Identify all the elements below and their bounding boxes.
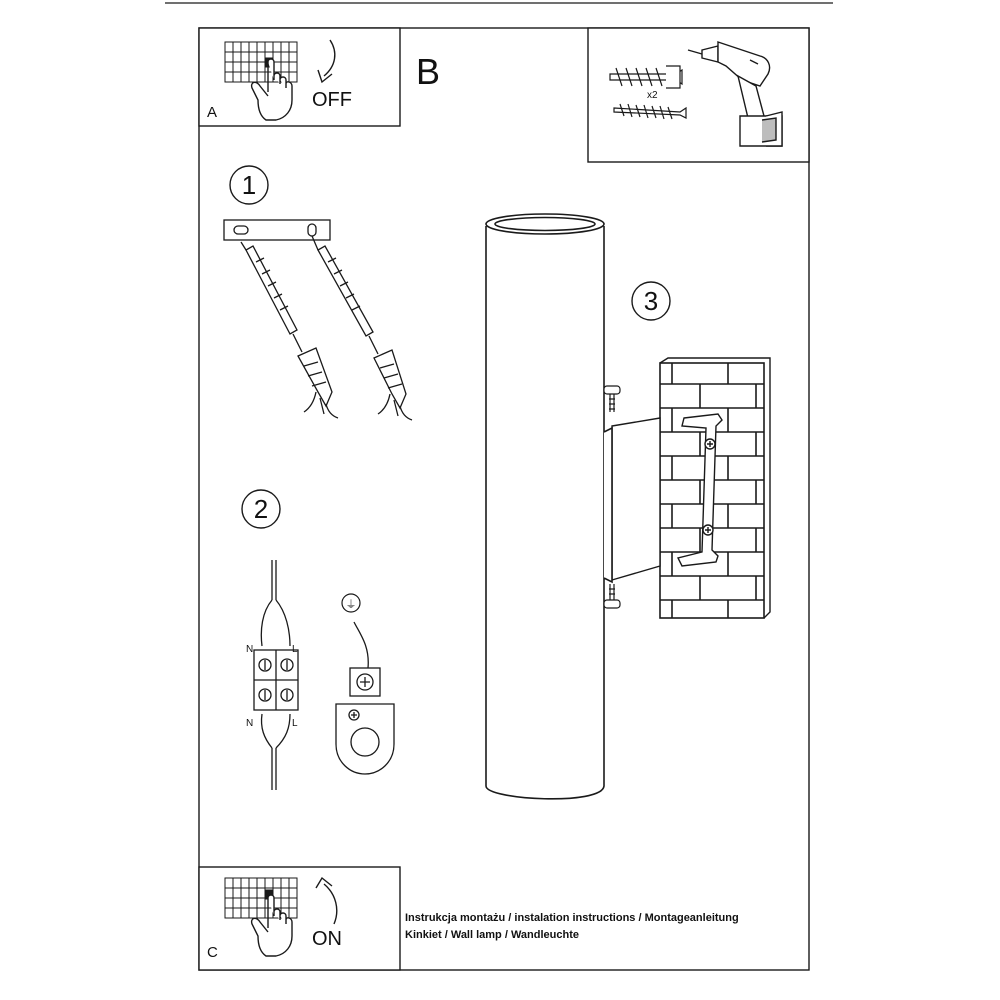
step-2 bbox=[242, 490, 394, 790]
live-label-top: L bbox=[292, 644, 298, 655]
footer-line-2: Kinkiet / Wall lamp / Wandleuchte bbox=[405, 929, 579, 941]
terminal-block-icon bbox=[254, 560, 298, 790]
earth-symbol-icon: ⏚ bbox=[345, 599, 357, 611]
panel-b-tools bbox=[588, 28, 809, 162]
step-1-number: 1 bbox=[241, 170, 257, 200]
panel-b-letter: B bbox=[416, 51, 441, 92]
lamp-screw-icon bbox=[604, 584, 620, 608]
neutral-label-bottom: N bbox=[246, 718, 254, 729]
lamp-screw-icon bbox=[604, 386, 620, 412]
lamp-cylinder-icon bbox=[486, 214, 612, 799]
step-1 bbox=[224, 166, 412, 420]
panel-a-action: OFF bbox=[312, 89, 352, 111]
wall-brick-icon bbox=[660, 358, 770, 618]
mounting-bracket-icon bbox=[224, 220, 330, 240]
neutral-label-top: N bbox=[246, 644, 254, 655]
panel-a-letter: A bbox=[207, 104, 218, 121]
panel-c bbox=[199, 867, 400, 970]
quantity-label: x2 bbox=[647, 90, 658, 101]
panel-c-letter: C bbox=[207, 944, 218, 961]
footer-line-1: Instrukcja montażu / instalation instructions / Montageanleitung bbox=[405, 912, 739, 924]
earth-terminal-icon bbox=[336, 622, 394, 774]
step-3 bbox=[486, 214, 770, 799]
live-label-bottom: L bbox=[292, 718, 298, 729]
screw-with-plug-icon bbox=[241, 242, 338, 418]
step-3-number: 3 bbox=[643, 286, 659, 316]
panel-c-action: ON bbox=[312, 928, 342, 950]
panel-a bbox=[199, 28, 400, 126]
step-2-number: 2 bbox=[253, 494, 269, 524]
